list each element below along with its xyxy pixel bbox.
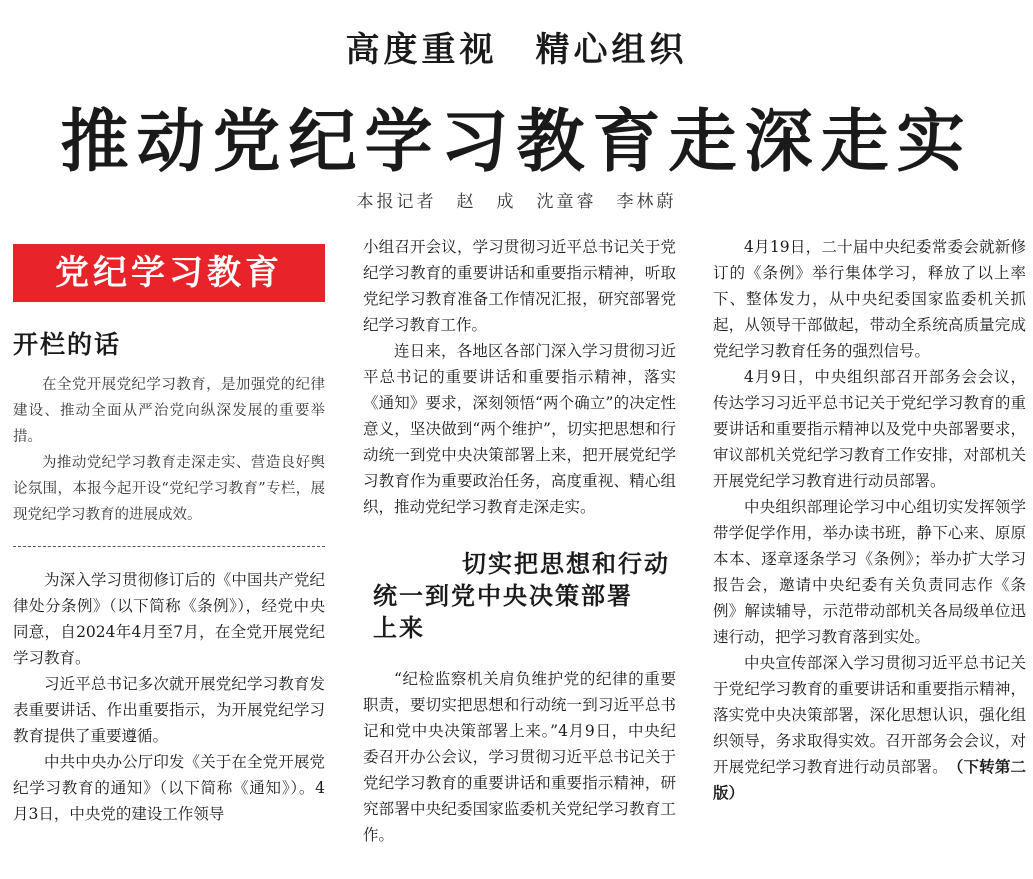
body-paragraph: 4月9日，中央组织部召开部务会会议，传达学习习近平总书记关于党纪学习教育的重要讲话和重要指示精神以及党中央部署要求，审议部机关党纪学习教育工作安排，对部机关开展党纪学习教育进行动员部署。 xyxy=(713,368,1026,490)
column-3 xyxy=(713,234,1026,806)
body-paragraph: 小组召开会议，学习贯彻习近平总书记关于党纪学习教育的重要讲话和重要指示精神，听取党纪学习教育准备工作情况汇报，研究部署党纪学习教育工作。 xyxy=(363,238,676,334)
intro-paragraph: 为推动党纪学习教育走深走实、营造良好舆论氛围，本报今起开设“党纪学习教育”专栏，展现党纪学习教育的进展成效。 xyxy=(13,455,325,523)
body-paragraph: 习近平总书记多次就开展党纪学习教育发表重要讲话、作出重要指示，为开展党纪学习教育提供了重要遵循。 xyxy=(13,675,325,745)
column-tag-banner: 党纪学习教育 xyxy=(13,244,325,302)
column-1 xyxy=(13,234,325,827)
body-paragraph: 中共中央办公厅印发《关于在全党开展党纪学习教育的通知》（以下简称《通知》）。4月3日，中央党的建设工作领导 xyxy=(13,753,325,823)
section-subhead xyxy=(363,548,676,644)
byline: 本报记者 赵 成 沈童睿 李林蔚 xyxy=(356,192,677,212)
intro-box xyxy=(13,332,325,528)
intro-title: 开栏的话 xyxy=(13,330,122,359)
column-2 xyxy=(363,234,676,848)
subhead-line: 统一到党中央决策部署 xyxy=(373,582,633,610)
subhead-line: 上来 xyxy=(373,614,425,642)
headline: 推动党纪学习教育走深走实 xyxy=(60,102,973,182)
body-paragraph: 连日来，各地区各部门深入学习贯彻习近平总书记的重要讲话和重要指示精神，落实《通知》要求，深刻领悟“两个确立”的决定性意义，坚决做到“两个维护”，切实把思想和行动统一到党中央决策部署上来，把开展党纪学习教育作为重要政治任务，高度重视、精心组织，推动党纪学习教育走深走实。 xyxy=(363,342,676,516)
body-paragraph xyxy=(713,650,1026,806)
kicker-title: 高度重视 精心组织 xyxy=(345,30,688,70)
body-paragraph: 4月19日，二十届中央纪委常委会就新修订的《条例》举行集体学习，释放了以上率下、整体发力，从中央纪委国家监委机关抓起，从领导干部做起，带动全系统高质量完成党纪学习教育任务的强烈信号。 xyxy=(713,238,1026,360)
body-paragraph: 为深入学习贯彻修订后的《中国共产党纪律处分条例》（以下简称《条例》），经党中央同意，自2024年4月至7月，在全党开展党纪学习教育。 xyxy=(13,571,325,667)
continued-marker: （下转第二版） xyxy=(713,757,1026,802)
dashed-divider xyxy=(13,546,325,547)
body-paragraph: 中央组织部理论学习中心组切实发挥领学带学促学作用，举办读书班，静下心来、原原本本、逐章逐条学习《条例》；举办扩大学习报告会，邀请中央纪委有关负责同志作《条例》解读辅导，示范带动部机关各局级单位迅速行动，把学习教育落到实处。 xyxy=(713,498,1026,646)
intro-paragraph: 在全党开展党纪学习教育，是加强党的纪律建设、推动全面从严治党向纵深发展的重要举措。 xyxy=(13,377,325,445)
body-paragraph: “纪检监察机关肩负维护党的纪律的重要职责，要切实把思想和行动统一到习近平总书记和党中央决策部署上来。”4月9日，中央纪委召开办公会议，学习贯彻习近平总书记关于党纪学习教育的重要讲话和重要指示精神，研究部署中央纪委国家监委机关党纪学习教育工作。 xyxy=(363,670,676,844)
body-paragraph-text: 中央宣传部深入学习贯彻习近平总书记关于党纪学习教育的重要讲话和重要指示精神，落实党中央决策部署，深化思想认识，强化组织领导，务求取得实效。召开部务会会议，对开展党纪学习教育进行动员部署。 xyxy=(713,654,1026,776)
subhead-line: 切实把思想和行动 xyxy=(462,550,670,578)
